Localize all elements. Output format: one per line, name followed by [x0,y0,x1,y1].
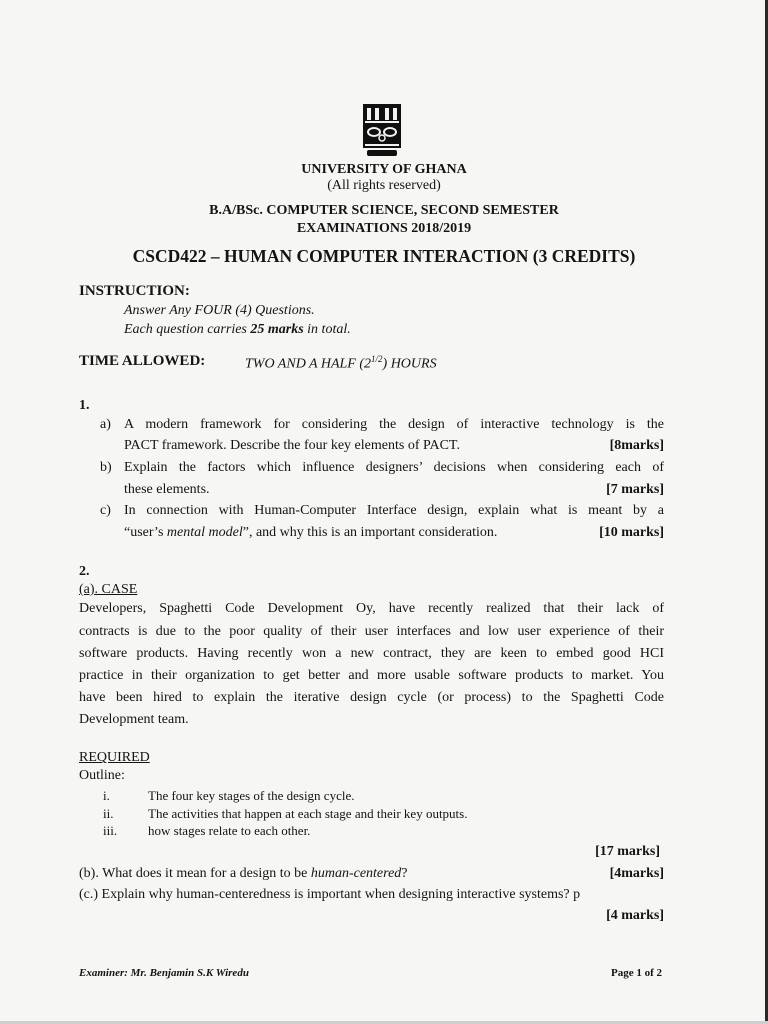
page-number: Page 1 of 2 [610,967,662,979]
instruction-line-2-post: in total. [303,322,351,337]
rights-note: (All rights reserved) [327,178,441,193]
time-value-pre: TWO AND A HALF (2 [245,356,372,372]
outline-label: Outline: [79,768,125,783]
time-value-post: ) HOURS [382,356,437,372]
question-1c-line-2-post: ”, and why this is an important consideration. [242,525,498,540]
case-line-5: have been hired to explain the iterative design cycle (or process) to the Spaghetti Code [79,690,664,705]
question-1c-line-1: In connection with Human-Computer Interface design, explain what is meant by a [124,503,664,518]
question-1b-label: b) [100,460,112,475]
question-2b-pre: (b). What does it mean for a design to be [79,866,311,881]
case-line-6: Development team. [79,712,189,727]
question-1b-line-2-row [124,482,664,498]
question-1c-label: c) [100,503,111,518]
outline-num-2: ii. [103,806,114,821]
course-title: CSCD422 – HUMAN COMPUTER INTERACTION (3 CREDITS) [132,246,636,266]
university-crest-icon [361,104,403,158]
question-1b-line-2: these elements. [124,482,210,497]
question-1a-label: a) [100,417,111,432]
question-2b-post: ? [401,866,408,881]
question-2b-row [79,866,664,882]
instruction-marks: 25 marks [250,322,304,337]
question-1-number: 1. [79,398,90,413]
university-name: UNIVERSITY OF GHANA [301,162,467,177]
outline-text-2: The activities that happen at each stage and their key outputs. [148,806,468,821]
outline-text-1: The four key stages of the design cycle. [148,788,355,803]
question-1c-line-2-row [124,525,664,541]
case-label: (a). CASE [79,582,138,597]
question-2-number: 2. [79,564,90,579]
question-2c-text: (c.) Explain why human-centeredness is important when designing interactive systems? p [79,887,581,902]
question-1c-line-2-italic: mental model [166,525,243,540]
programme-title: B.A/BSc. COMPUTER SCIENCE, SECOND SEMESTER [209,203,559,218]
question-2c-marks: [4 marks] [606,908,664,923]
question-1b-line-1: Explain the factors which influence designers’ decisions when considering each of [124,460,664,475]
outline-num-1: i. [103,788,110,803]
case-line-1: Developers, Spaghetti Code Development Oy, have recently realized that their lack of [79,601,664,616]
question-1a-marks: [8marks] [609,438,664,453]
case-line-2: contracts is due to the poor quality of their user interfaces and low user experience of their [79,624,664,639]
outline-text-3: how stages relate to each other. [148,823,311,838]
examiner-name: Examiner: Mr. Benjamin S.K Wiredu [79,967,249,979]
time-label: TIME ALLOWED: [79,353,206,369]
instruction-line-2-pre: Each question carries [124,322,251,337]
question-1b-marks: [7 marks] [606,482,664,497]
required-label: REQUIRED [79,750,150,765]
question-1a-line-2-row [124,438,664,454]
instruction-line-1: Answer Any FOUR (4) Questions. [124,303,315,318]
question-1c-marks: [10 marks] [599,525,664,540]
question-2b-italic: human-centered [310,866,402,881]
time-value-sup: 1/2 [371,354,383,364]
outline-marks: [17 marks] [595,844,660,859]
question-1a-line-1: A modern framework for considering the design of interactive technology is the [124,417,664,432]
outline-num-3: iii. [103,823,118,838]
case-line-3: software products. Having recently won a new contract, they are keen to embed good HCI [79,646,664,661]
exam-session: EXAMINATIONS 2018/2019 [296,221,472,236]
question-2b-marks: [4marks] [609,866,664,881]
question-1a-line-2: PACT framework. Describe the four key elements of PACT. [124,438,460,453]
case-line-4: practice in their organization to get better and more usable software products to market. You [79,668,664,683]
instruction-line-2 [124,322,351,338]
time-value [245,354,437,373]
instruction-label: INSTRUCTION: [79,283,190,299]
question-1c-line-2-pre: “user’s [124,525,167,540]
